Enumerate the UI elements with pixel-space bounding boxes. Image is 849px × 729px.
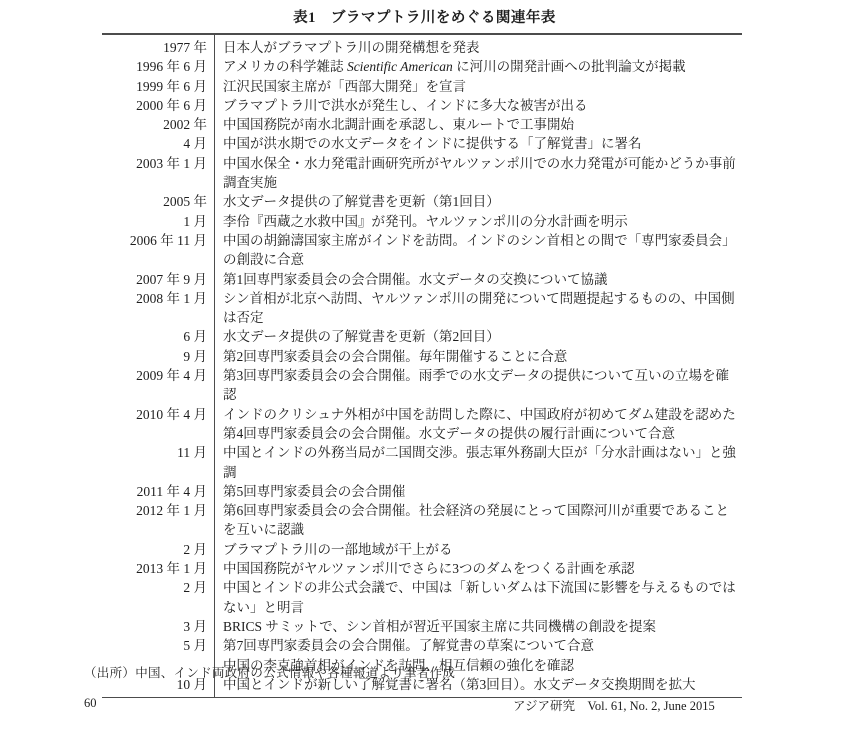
table-row — [102, 212, 742, 231]
row-text: BRICS サミットで、シン首相が習近平国家主席に共同機構の創設を提案 — [223, 618, 657, 634]
table-row — [102, 38, 742, 57]
row-date: 1977 年 — [163, 40, 207, 55]
row-text: 中国が洪水期での水文データをインドに提供する「了解覚書」に署名 — [223, 136, 642, 152]
table-row — [102, 270, 742, 289]
row-date: 2 月 — [183, 541, 207, 557]
row-text: 中国とインドの非公式会議で、中国は「新しいダムは下流国に影響を与えるものではない」と明言 — [223, 580, 736, 615]
table-row — [102, 617, 742, 636]
chronology-table — [102, 33, 742, 698]
row-date: 3 月 — [183, 618, 207, 634]
row-text: 日本人がブラマプトラ川の開発構想を発表 — [223, 40, 480, 55]
table-row — [102, 327, 742, 346]
table-row — [102, 347, 742, 366]
table-row — [102, 77, 742, 96]
row-date: 9 月 — [183, 348, 207, 364]
row-text: 中国の李克強首相がインドを訪問、相互信頼の強化を確認 — [223, 657, 574, 673]
source-note: （出所）中国、インド両政府の公式情報や各種報道より筆者作成 — [84, 666, 456, 680]
table-row — [102, 578, 742, 617]
row-date: 4 月 — [183, 136, 207, 152]
table-row — [102, 501, 742, 540]
row-text: アメリカの科学雑誌 Scientific American に河川の開発計画への批判論文が掲載 — [223, 59, 686, 75]
journal-reference: アジア研究 Vol. 61, No. 2, June 2015 — [513, 699, 715, 713]
table-row — [102, 134, 742, 153]
row-text: 水文データ提供の了解覚書を更新（第1回目） — [223, 194, 500, 210]
row-date: 1 月 — [183, 213, 207, 229]
row-date: 2011 年 4 月 — [136, 483, 207, 499]
row-text: 第5回専門家委員会の会合開催 — [223, 483, 406, 499]
table-row — [102, 559, 742, 578]
row-text: 第2回専門家委員会の会合開催。毎年開催することに合意 — [223, 348, 568, 364]
table-row — [102, 443, 742, 482]
row-date: 10 月 — [176, 676, 207, 692]
row-date: 2005 年 — [163, 194, 207, 210]
row-text: 中国とインドの外務当局が二国間交渉。張志軍外務副大臣が「分水計画はない」と強調 — [223, 445, 736, 480]
row-date: 2003 年 1 月 — [136, 155, 207, 171]
row-text: 中国とインドが新しい了解覚書に署名（第3回目）。水文データ交換期間を拡大 — [223, 676, 696, 692]
row-text: 水文データ提供の了解覚書を更新（第2回目） — [223, 329, 500, 345]
row-date: 2002 年 — [163, 117, 207, 133]
table-row — [102, 57, 742, 76]
row-date: 2007 年 9 月 — [136, 271, 207, 287]
table-row — [102, 636, 742, 655]
row-date: 2010 年 4 月 — [136, 406, 207, 422]
row-date: 1996 年 6 月 — [136, 59, 207, 75]
row-text: 第6回専門家委員会の会合開催。社会経済の発展にとって国際河川が重要であることを互いに認識 — [223, 503, 729, 538]
table-row — [102, 96, 742, 115]
row-date: 11 月 — [177, 445, 207, 461]
table-row — [102, 115, 742, 134]
row-date: 5 月 — [183, 638, 207, 654]
table-row — [102, 540, 742, 559]
table-row — [102, 482, 742, 501]
column-divider-rule — [214, 35, 215, 697]
row-text: ブラマプトラ川の一部地域が干上がる — [223, 541, 453, 557]
row-text: シン首相が北京へ訪問、ヤルツァンポ川の開発について問題提起するものの、中国側は否定 — [223, 290, 735, 326]
row-date: 2008 年 1 月 — [136, 290, 207, 306]
row-text: 中国国務院が南水北調計画を承認し、東ルートで工事開始 — [223, 117, 574, 133]
row-text: 中国水保全・水力発電計画研究所がヤルツァンポ川での水力発電が可能かどうか事前調査実施 — [223, 155, 736, 191]
table-row — [102, 192, 742, 211]
row-date: 6 月 — [183, 329, 207, 345]
page-number: 60 — [84, 696, 97, 710]
table-row — [102, 231, 742, 270]
row-text: ブラマプトラ川で洪水が発生し、インドに多大な被害が出る — [223, 97, 588, 113]
row-text: 第1回専門家委員会の会合開催。水文データの交換について協議 — [223, 271, 608, 287]
row-text: 第3回専門家委員会の会合開催。雨季での水文データの提供について互いの立場を確認 — [223, 368, 729, 403]
row-text: 第7回専門家委員会の会合開催。了解覚書の草案について合意 — [223, 638, 594, 654]
table-row — [102, 405, 742, 424]
table-rows — [102, 38, 742, 694]
row-date: 2012 年 1 月 — [136, 503, 207, 519]
row-text: インドのクリシュナ外相が中国を訪問した際に、中国政府が初めてダム建設を認めた — [223, 406, 736, 422]
row-date: 2000 年 6 月 — [136, 97, 207, 113]
row-text: 江沢民国家主席が「西部大開発」を宣言 — [223, 78, 466, 94]
row-text: 李伶『西蔵之水救中国』が発刊。ヤルツァンポ川の分水計画を明示 — [223, 213, 628, 229]
table-row — [102, 366, 742, 405]
row-date: 2006 年 11 月 — [129, 232, 207, 248]
table-row — [102, 154, 742, 193]
row-text: 中国の胡錦濤国家主席がインドを訪問。インドのシン首相との間で「専門家委員会」の創設に合意 — [223, 232, 736, 268]
table-title: 表1 ブラマプトラ川をめぐる関連年表 — [293, 10, 556, 26]
row-date: 1999 年 6 月 — [136, 78, 207, 94]
row-text: 第4回専門家委員会の会合開催。水文データの提供の履行計画について合意 — [223, 425, 675, 441]
row-date: 2 月 — [183, 580, 207, 596]
table-row — [102, 289, 742, 328]
row-text: 中国国務院がヤルツァンポ川でさらに3つのダムをつくる計画を承認 — [223, 561, 635, 577]
table-row — [102, 424, 742, 443]
row-date: 2009 年 4 月 — [136, 368, 207, 384]
row-date: 2013 年 1 月 — [136, 561, 207, 577]
